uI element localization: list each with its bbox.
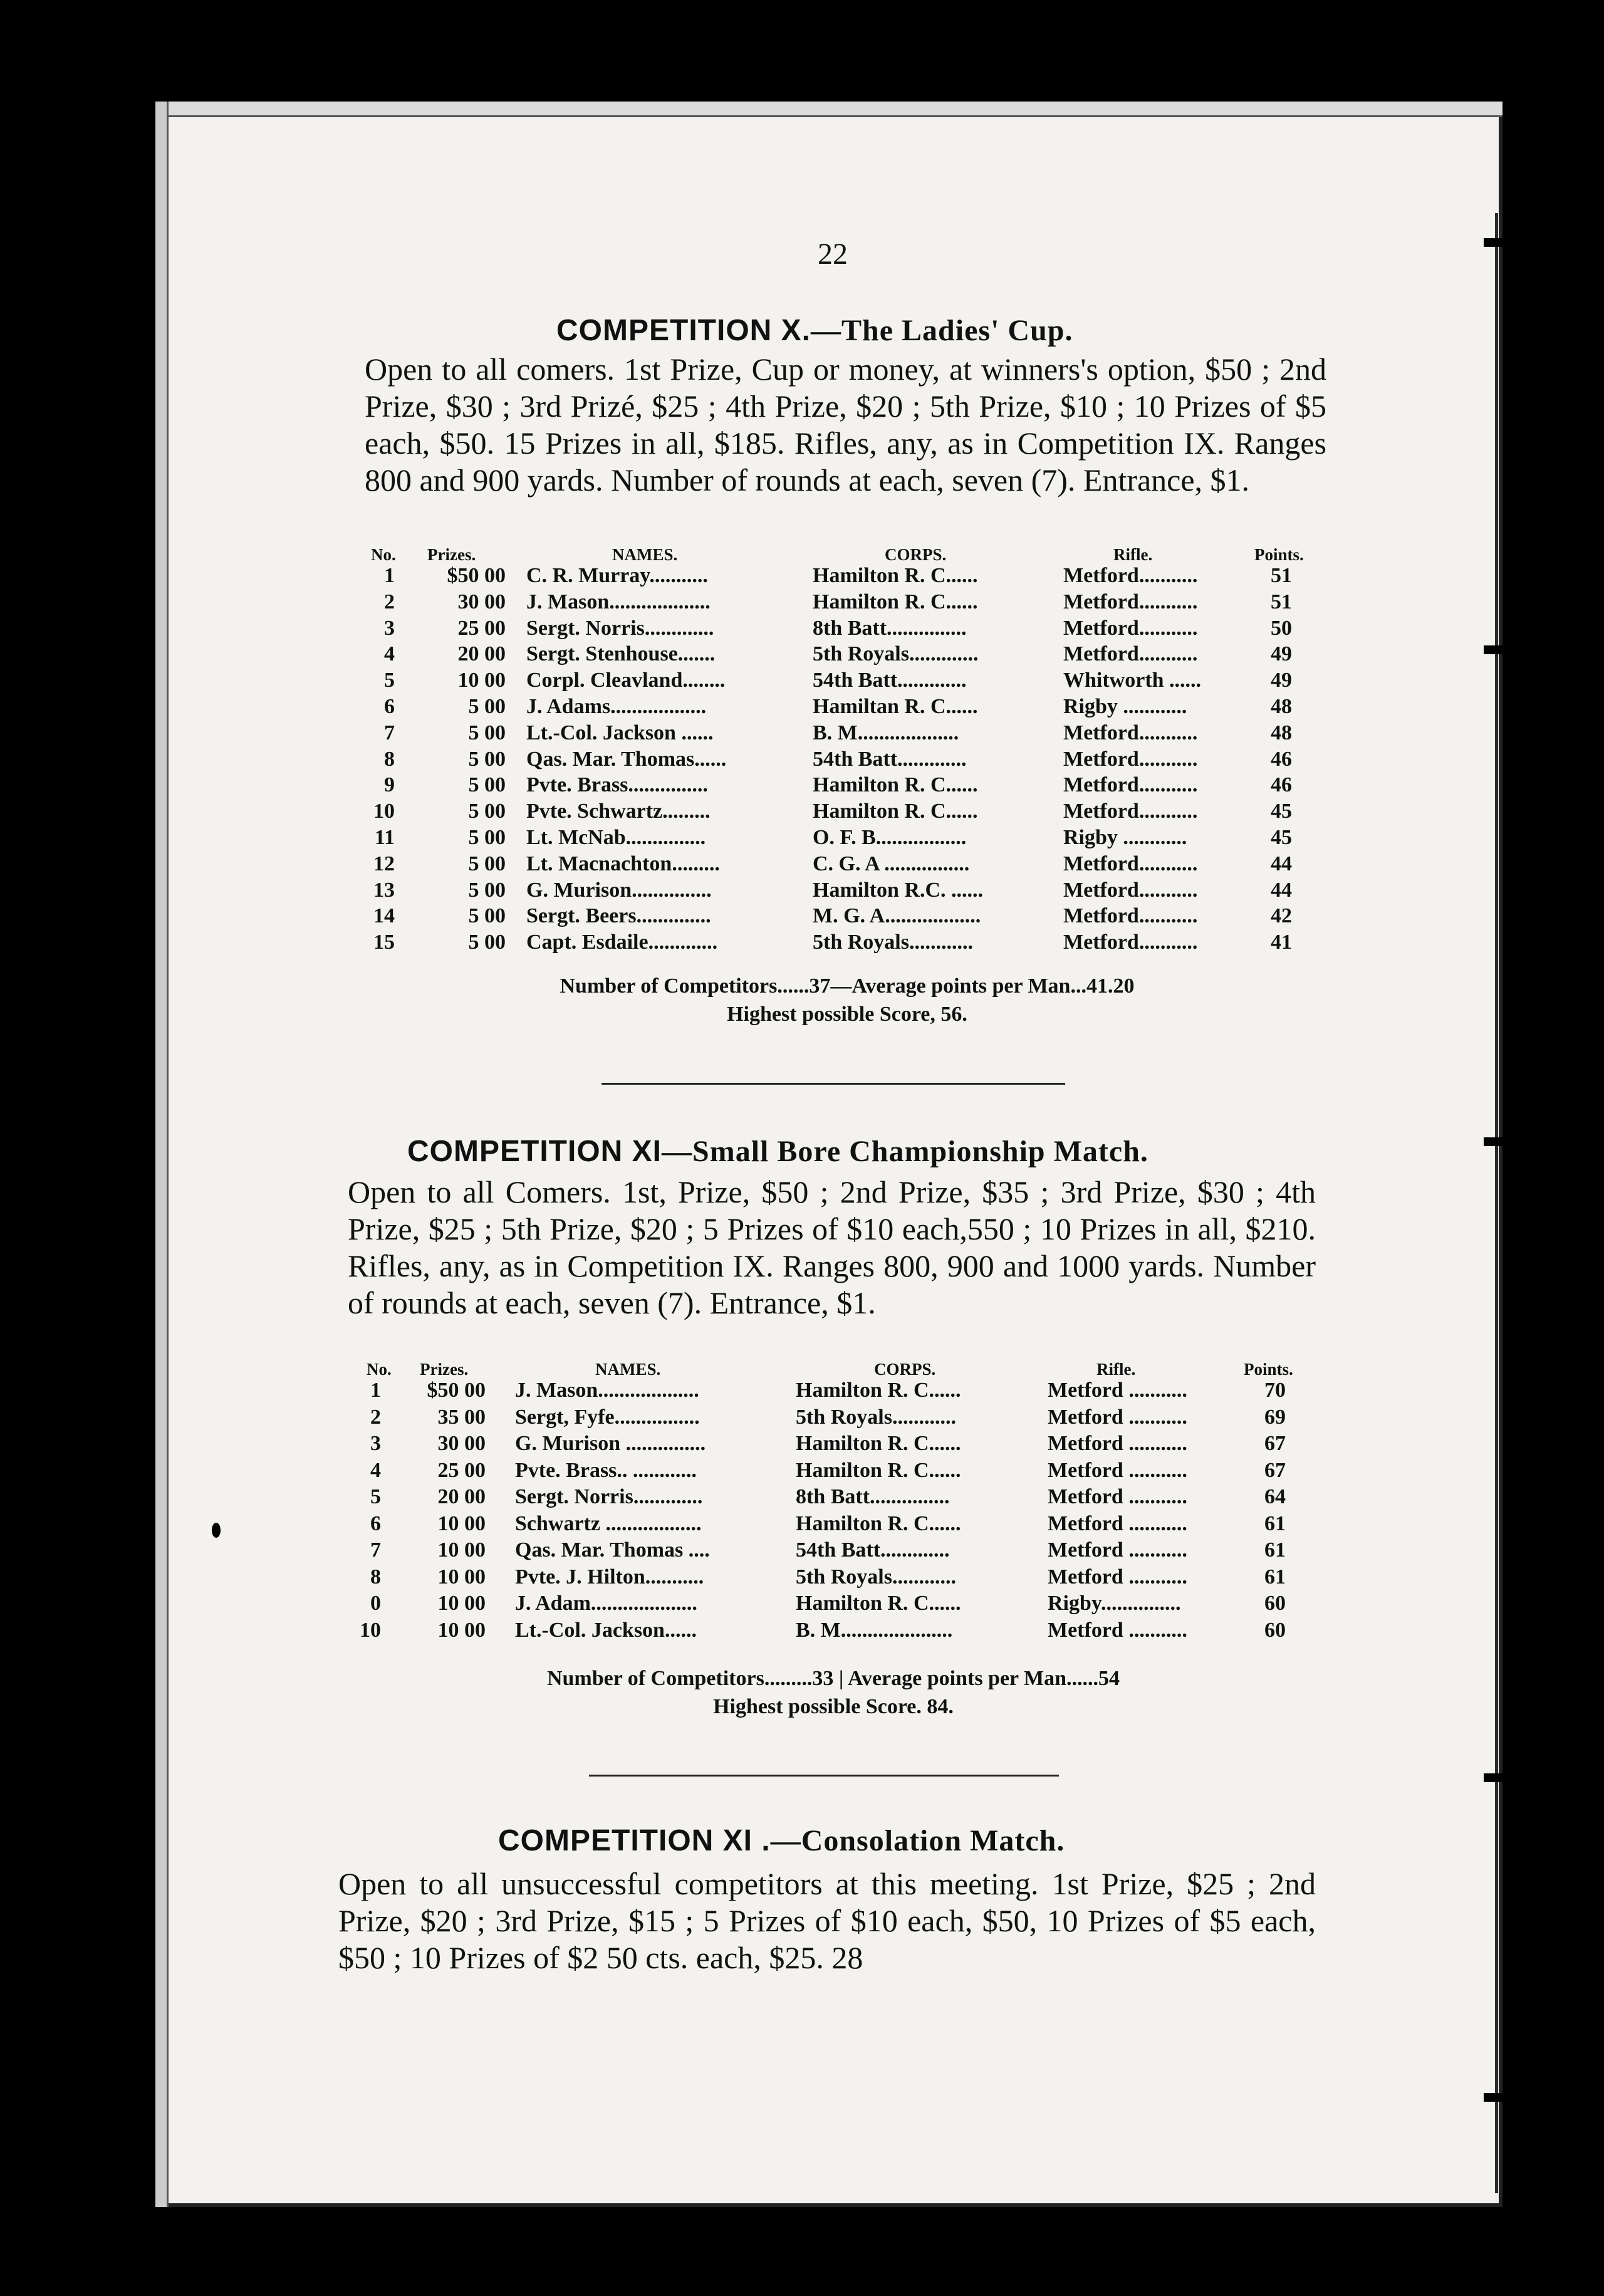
row-no: 5 <box>384 669 395 692</box>
row-points: 42 <box>1271 904 1292 928</box>
row-prize: $50 00 <box>427 1379 486 1402</box>
row-rifle: Metford ........... <box>1048 1565 1187 1589</box>
row-rifle: Metford........... <box>1063 773 1198 797</box>
row-rifle: Metford........... <box>1063 878 1198 902</box>
row-prize: 10 00 <box>437 1565 486 1589</box>
row-prize: 20 00 <box>457 642 506 666</box>
row-points: 61 <box>1264 1511 1286 1535</box>
row-no: 8 <box>370 1565 381 1589</box>
row-no: 7 <box>370 1538 381 1562</box>
row-rifle: Rigby ............ <box>1063 695 1187 718</box>
competitors-summary: Number of Competitors.........33 | Average points per Man......54 <box>546 1667 1120 1690</box>
scan-speck <box>1521 1328 1529 1341</box>
row-prize: 10 00 <box>457 669 506 692</box>
row-rifle: Metford ........... <box>1048 1618 1187 1642</box>
row-points: 60 <box>1264 1618 1286 1642</box>
section-description: Open to all Comers. 1st, Prize, $50 ; 2nd Prize, $35 ; 3rd Prize, $30 ; 4th Prize, $25 ; 5th Prize, $20 ; 5 Prizes of $10 each,550 ; 10 Prizes in all, $210. Rifles, any, as in Competition IX. Ranges 800, 900 and 1000 yards. Number of rounds at each, seven (7). Entrance, $1. <box>348 1174 1316 1320</box>
row-no: 7 <box>384 721 395 744</box>
page-left-edge <box>155 102 169 2207</box>
row-no: 10 <box>373 800 395 823</box>
row-no: 15 <box>373 931 395 954</box>
row-rifle: Metford ........... <box>1048 1538 1187 1562</box>
results-table <box>351 1360 1316 1686</box>
row-name: Pvte. Brass.. ............ <box>515 1458 697 1482</box>
section-divider <box>602 1083 1065 1085</box>
row-no: 14 <box>373 904 395 928</box>
scan-speck <box>212 1523 221 1538</box>
row-rifle: Metford........... <box>1063 904 1198 928</box>
row-rifle: Metford........... <box>1063 800 1198 823</box>
row-points: 48 <box>1271 721 1292 744</box>
section-description: Open to all comers. 1st Prize, Cup or money, at winners's option, $50 ; 2nd Prize, $30 ; 3rd Prizé, $25 ; 4th Prize, $20 ; 5th Prize, $10 ; 10 Prizes of $5 each, $50. 15 Prizes in all, $185. Rifles, any, as in Competition IX. Ranges 800 and 900 yards. Number of rounds at each, seven (7). Entrance, $1. <box>365 352 1326 498</box>
row-points: 60 <box>1264 1592 1286 1615</box>
row-name: Sergt. Norris............. <box>526 616 714 640</box>
row-corps: Hamilton R. C...... <box>796 1432 961 1455</box>
competitors-summary: Number of Competitors......37—Average points per Man...41.20 <box>560 974 1135 998</box>
page-binding <box>1484 213 1509 2193</box>
col-header-corps: CORPS. <box>874 1360 936 1379</box>
row-points: 70 <box>1264 1379 1286 1402</box>
row-rifle: Metford........... <box>1063 616 1198 640</box>
row-corps: 5th Royals............ <box>796 1565 956 1589</box>
row-prize: 5 00 <box>468 826 506 849</box>
row-rifle: Metford........... <box>1063 590 1198 613</box>
col-header-names: NAMES. <box>595 1360 661 1379</box>
row-corps: O. F. B................. <box>813 826 967 849</box>
row-no: 4 <box>370 1458 381 1482</box>
row-name: C. R. Murray........... <box>526 564 708 587</box>
row-name: Lt.-Col. Jackson ...... <box>526 721 714 744</box>
row-no: 0 <box>370 1592 381 1615</box>
row-name: Corpl. Cleavland........ <box>526 669 726 692</box>
row-name: Lt. McNab............... <box>526 826 706 849</box>
row-prize: $50 00 <box>447 564 506 587</box>
row-rifle: Metford ........... <box>1048 1405 1187 1429</box>
section-description: Open to all unsuccessful competitors at this meeting. 1st Prize, $25 ; 2nd Prize, $20 ; 3rd Prize, $15 ; 5 Prizes of $10 each, $50, 10 Prizes of $5 each, $50 ; 10 Prizes of $2 50 cts. each, $25. 28 <box>338 1866 1316 1975</box>
row-points: 46 <box>1271 773 1292 797</box>
section-title: COMPETITION XI <box>407 1135 662 1168</box>
row-no: 8 <box>384 747 395 771</box>
page-top-edge <box>155 102 1502 117</box>
row-rifle: Metford........... <box>1063 721 1198 744</box>
row-corps: Hamilton R. C...... <box>796 1458 961 1482</box>
section-divider <box>589 1775 1059 1777</box>
row-prize: 5 00 <box>468 852 506 875</box>
row-points: 61 <box>1264 1538 1286 1562</box>
row-no: 6 <box>384 695 395 718</box>
row-corps: 8th Batt............... <box>796 1485 950 1508</box>
row-points: 49 <box>1271 642 1292 666</box>
row-name: Schwartz .................. <box>515 1511 702 1535</box>
row-name: Sergt. Stenhouse....... <box>526 642 716 666</box>
row-points: 51 <box>1271 564 1292 587</box>
row-prize: 5 00 <box>468 773 506 797</box>
row-name: J. Mason................... <box>526 590 711 613</box>
highest-score: Highest possible Score. 84. <box>713 1695 954 1718</box>
row-corps: 8th Batt............... <box>813 616 967 640</box>
section-subtitle: —Small Bore Championship Match. <box>662 1135 1148 1168</box>
row-no: 3 <box>384 616 395 640</box>
row-corps: 5th Royals............ <box>813 931 973 954</box>
row-points: 61 <box>1264 1565 1286 1589</box>
row-name: Qas. Mar. Thomas .... <box>515 1538 710 1562</box>
row-points: 67 <box>1264 1432 1286 1455</box>
row-rifle: Metford........... <box>1063 931 1198 954</box>
results-table <box>365 545 1330 984</box>
col-header-names: NAMES. <box>612 545 678 564</box>
row-name: Pvte. J. Hilton........... <box>515 1565 704 1589</box>
row-prize: 30 00 <box>437 1432 486 1455</box>
row-prize: 5 00 <box>468 931 506 954</box>
row-name: J. Mason................... <box>515 1379 699 1402</box>
row-points: 51 <box>1271 590 1292 613</box>
row-corps: Hamiltan R. C...... <box>813 695 978 718</box>
row-prize: 10 00 <box>437 1511 486 1535</box>
row-corps: 54th Batt............. <box>813 747 967 771</box>
row-rifle: Metford ........... <box>1048 1432 1187 1455</box>
col-header-no: No. <box>367 1360 392 1379</box>
col-header-rifle: Rifle. <box>1113 545 1153 564</box>
row-no: 2 <box>384 590 395 613</box>
row-prize: 5 00 <box>468 904 506 928</box>
row-name: Sergt, Fyfe................ <box>515 1405 700 1429</box>
row-corps: B. M..................... <box>796 1618 953 1642</box>
row-corps: 5th Royals............. <box>813 642 979 666</box>
section-title: COMPETITION XI . <box>498 1824 771 1857</box>
row-corps: Hamilton R. C...... <box>813 800 978 823</box>
row-prize: 10 00 <box>437 1538 486 1562</box>
row-prize: 35 00 <box>437 1405 486 1429</box>
row-corps: Hamilton R. C...... <box>813 590 978 613</box>
row-rifle: Rigby............... <box>1048 1592 1181 1615</box>
row-name: Capt. Esdaile............. <box>526 931 718 954</box>
row-no: 1 <box>370 1379 381 1402</box>
row-name: Pvte. Schwartz......... <box>526 800 711 823</box>
row-points: 49 <box>1271 669 1292 692</box>
row-rifle: Metford........... <box>1063 564 1198 587</box>
highest-score: Highest possible Score, 56. <box>727 1003 967 1026</box>
col-header-prizes: Prizes. <box>420 1360 469 1379</box>
row-prize: 5 00 <box>468 695 506 718</box>
row-points: 44 <box>1271 852 1292 875</box>
row-corps: 54th Batt............. <box>813 669 967 692</box>
row-corps: 5th Royals............ <box>796 1405 956 1429</box>
row-prize: 5 00 <box>468 800 506 823</box>
row-no: 1 <box>384 564 395 587</box>
row-rifle: Metford ........... <box>1048 1379 1187 1402</box>
row-no: 12 <box>373 852 395 875</box>
row-prize: 5 00 <box>468 878 506 902</box>
row-rifle: Metford........... <box>1063 642 1198 666</box>
row-points: 69 <box>1264 1405 1286 1429</box>
row-name: Qas. Mar. Thomas...... <box>526 747 727 771</box>
page-number: 22 <box>818 237 848 271</box>
row-rifle: Metford ........... <box>1048 1511 1187 1535</box>
row-corps: Hamilton R. C...... <box>796 1379 961 1402</box>
row-rifle: Metford ........... <box>1048 1485 1187 1508</box>
row-points: 64 <box>1264 1485 1286 1508</box>
row-name: G. Murison ............... <box>515 1432 706 1455</box>
row-corps: Hamilton R. C...... <box>796 1592 961 1615</box>
row-corps: B. M................... <box>813 721 959 744</box>
col-header-prizes: Prizes. <box>427 545 476 564</box>
row-prize: 20 00 <box>437 1485 486 1508</box>
row-no: 6 <box>370 1511 381 1535</box>
row-prize: 30 00 <box>457 590 506 613</box>
row-rifle: Metford........... <box>1063 747 1198 771</box>
row-points: 45 <box>1271 826 1292 849</box>
col-header-points: Points. <box>1244 1360 1293 1379</box>
row-points: 45 <box>1271 800 1292 823</box>
col-header-rifle: Rifle. <box>1096 1360 1136 1379</box>
row-name: Sergt. Norris............. <box>515 1485 703 1508</box>
row-corps: Hamilton R. C...... <box>813 773 978 797</box>
section-title: COMPETITION X. <box>556 314 811 347</box>
row-corps: Hamilton R.C. ...... <box>813 878 983 902</box>
row-name: Lt. Macnachton......... <box>526 852 720 875</box>
row-points: 46 <box>1271 747 1292 771</box>
row-name: Sergt. Beers.............. <box>526 904 711 928</box>
row-prize: 25 00 <box>457 616 506 640</box>
row-rifle: Metford ........... <box>1048 1458 1187 1482</box>
row-no: 4 <box>384 642 395 666</box>
row-corps: M. G. A.................. <box>813 904 981 928</box>
col-header-points: Points. <box>1254 545 1304 564</box>
row-rifle: Rigby ............ <box>1063 826 1187 849</box>
row-name: Pvte. Brass............... <box>526 773 708 797</box>
row-corps: Hamilton R. C...... <box>796 1511 961 1535</box>
row-name: Lt.-Col. Jackson...... <box>515 1618 697 1642</box>
section-subtitle: —Consolation Match. <box>770 1824 1065 1857</box>
row-no: 13 <box>373 878 395 902</box>
row-prize: 5 00 <box>468 747 506 771</box>
section-heading <box>498 1824 1065 1858</box>
section-subtitle: —The Ladies' Cup. <box>811 314 1073 347</box>
col-header-no: No. <box>371 545 396 564</box>
row-name: J. Adam.................... <box>515 1592 697 1615</box>
row-no: 11 <box>374 826 395 849</box>
row-no: 2 <box>370 1405 381 1429</box>
scan-speck <box>1585 18 1595 35</box>
row-name: J. Adams.................. <box>526 695 707 718</box>
row-points: 67 <box>1264 1458 1286 1482</box>
row-name: G. Murison............... <box>526 878 712 902</box>
row-points: 48 <box>1271 695 1292 718</box>
row-prize: 10 00 <box>437 1618 486 1642</box>
row-points: 44 <box>1271 878 1292 902</box>
row-corps: Hamilton R. C...... <box>813 564 978 587</box>
row-prize: 25 00 <box>437 1458 486 1482</box>
col-header-corps: CORPS. <box>885 545 947 564</box>
row-no: 5 <box>370 1485 381 1508</box>
row-prize: 10 00 <box>437 1592 486 1615</box>
row-no: 9 <box>384 773 395 797</box>
row-rifle: Metford........... <box>1063 852 1198 875</box>
row-points: 50 <box>1271 616 1292 640</box>
row-no: 3 <box>370 1432 381 1455</box>
row-prize: 5 00 <box>468 721 506 744</box>
row-corps: 54th Batt............. <box>796 1538 950 1562</box>
row-rifle: Whitworth ...... <box>1063 669 1202 692</box>
row-no: 10 <box>360 1618 381 1642</box>
section-heading <box>556 313 1073 348</box>
row-corps: C. G. A ................ <box>813 852 970 875</box>
row-points: 41 <box>1271 931 1292 954</box>
section-heading <box>407 1134 1148 1169</box>
